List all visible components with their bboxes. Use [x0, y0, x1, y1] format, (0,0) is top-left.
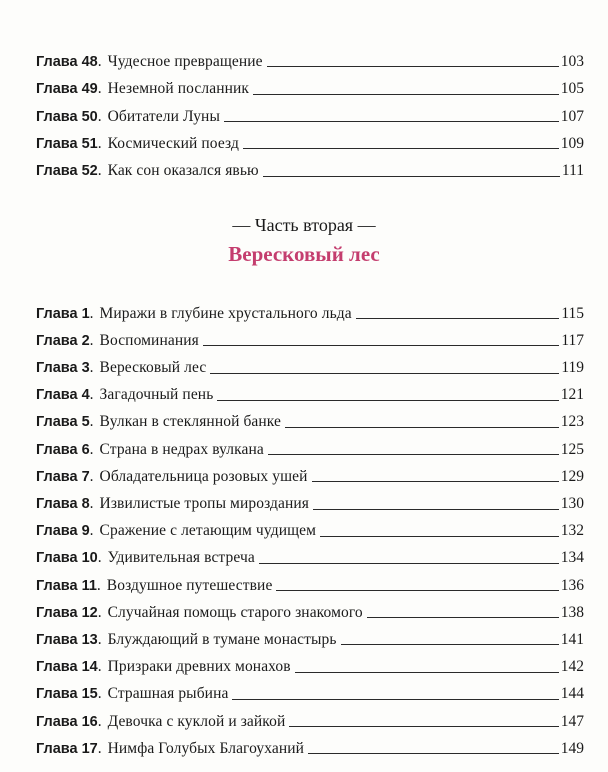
- dot-leader: [312, 481, 559, 482]
- page-number: 144: [560, 685, 584, 703]
- toc-entry[interactable]: Глава 4 . Загадочный пень 121: [36, 386, 584, 404]
- chapter-number: Глава 48: [36, 53, 98, 70]
- dot-leader: [259, 563, 559, 564]
- chapter-title: Обитатели Луны: [107, 107, 220, 125]
- chapter-number: Глава 52: [36, 163, 98, 180]
- chapter-number: Глава 17: [36, 740, 98, 757]
- chapter-number: Глава 49: [36, 81, 98, 98]
- toc-entry[interactable]: Глава 1 . Миражи в глубине хрустального льда 115: [36, 304, 584, 322]
- chapter-title: Воздушное путешествие: [106, 576, 273, 594]
- chapter-title: Случайная помощь старого знакомого: [107, 603, 363, 621]
- chapter-title: Блуждающий в тумане монастырь: [107, 630, 337, 648]
- page-number: 103: [560, 52, 584, 70]
- dot-leader: [313, 509, 559, 510]
- toc-entry[interactable]: Глава 16 . Девочка с куклой и зайкой 147: [36, 712, 584, 730]
- chapter-title: Вересковый лес: [99, 359, 207, 377]
- page-number: 136: [560, 576, 584, 594]
- chapter-title: Девочка с куклой и зайкой: [107, 712, 286, 730]
- page-number: 134: [560, 549, 584, 567]
- page-number: 111: [561, 162, 584, 180]
- chapter-title: Страшная рыбина: [107, 685, 229, 703]
- page-number: 121: [560, 386, 584, 404]
- chapter-title: Удивительная встреча: [107, 549, 255, 567]
- dot-leader: [267, 66, 559, 67]
- chapter-number: Глава 14: [36, 659, 98, 676]
- page-number: 107: [560, 107, 584, 125]
- chapter-title: Сражение с летающим чудищем: [99, 522, 317, 540]
- dot-leader: [224, 121, 559, 122]
- dot-leader: [356, 318, 560, 319]
- toc-list-bottom: [36, 296, 584, 758]
- chapter-title: Извилистые тропы мироздания: [99, 495, 309, 512]
- chapter-title: Загадочный пень: [99, 386, 214, 404]
- dot-leader: [263, 176, 560, 177]
- page-number: 147: [560, 712, 584, 730]
- toc-entry[interactable]: Глава 5 . Вулкан в стеклянной банке 123: [36, 413, 584, 431]
- toc-entry[interactable]: Глава 12 . Случайная помощь старого знакомого 138: [36, 603, 584, 621]
- dot-leader: [243, 148, 559, 149]
- page-number: 105: [560, 80, 584, 98]
- page-number: 142: [560, 658, 584, 676]
- part-heading: — Часть вторая —: [232, 215, 376, 235]
- dot-leader: [232, 699, 558, 700]
- dot-leader: [295, 672, 559, 673]
- chapter-title: Миражи в глубине хрустального льда: [99, 304, 352, 322]
- toc-entry[interactable]: Глава 15 . Страшная рыбина 144: [36, 685, 584, 703]
- chapter-number: Глава 12: [36, 604, 98, 621]
- toc-entry[interactable]: Глава 48 . Чудесное превращение 103: [36, 52, 584, 70]
- dot-leader: [210, 373, 559, 374]
- dot-leader: [217, 400, 558, 401]
- page-number: 115: [561, 304, 584, 322]
- page-number: 129: [560, 467, 584, 485]
- chapter-number: Глава 3: [36, 360, 90, 377]
- dot-leader: [320, 536, 559, 537]
- chapter-number: Глава 16: [36, 713, 98, 730]
- chapter-title: Воспоминания: [99, 331, 199, 349]
- chapter-number: Глава 5: [36, 414, 90, 431]
- page-number: 138: [560, 603, 584, 621]
- toc-entry[interactable]: Глава 6 . Страна в недрах вулкана 125: [36, 440, 584, 458]
- chapter-title: Космический поезд: [107, 134, 239, 152]
- dot-leader: [341, 644, 559, 645]
- part-title: Вересковый лес: [228, 242, 380, 266]
- page-number: 109: [560, 134, 584, 152]
- page-number: 130: [560, 495, 584, 512]
- page-number: 117: [561, 331, 584, 349]
- chapter-number: Глава 9: [36, 523, 90, 540]
- chapter-number: Глава 10: [36, 550, 98, 567]
- toc-list-top: [36, 44, 584, 181]
- dot-leader: [308, 753, 559, 754]
- chapter-title: Нимфа Голубых Благоуханий: [107, 739, 305, 757]
- toc-entry[interactable]: Глава 50 . Обитатели Луны 107: [36, 107, 584, 125]
- toc-entry[interactable]: Глава 17 . Нимфа Голубых Благоуханий 149: [36, 739, 584, 757]
- chapter-number: Глава 7: [36, 468, 90, 485]
- chapter-title: Вулкан в стеклянной банке: [99, 413, 282, 431]
- chapter-number: Глава 6: [36, 441, 90, 458]
- chapter-title: Как сон оказался явью: [107, 162, 259, 180]
- toc-entry[interactable]: Глава 8 . Извилистые тропы мироздания 130: [36, 495, 584, 512]
- page-number: 119: [561, 359, 584, 377]
- page-number: 132: [560, 522, 584, 540]
- toc-entry[interactable]: Глава 49 . Неземной посланник 105: [36, 80, 584, 98]
- chapter-number: Глава 2: [36, 332, 90, 349]
- dot-leader: [268, 454, 559, 455]
- toc-entry[interactable]: Глава 52 . Как сон оказался явью 111: [36, 162, 584, 180]
- chapter-number: Глава 15: [36, 686, 98, 703]
- toc-entry[interactable]: Глава 9 . Сражение с летающим чудищем 132: [36, 522, 584, 540]
- chapter-number: Глава 13: [36, 631, 98, 648]
- toc-entry[interactable]: Глава 3 . Вересковый лес 119: [36, 359, 584, 377]
- chapter-title: Страна в недрах вулкана: [99, 440, 264, 458]
- chapter-title: Призраки древних монахов: [107, 658, 291, 676]
- toc-entry[interactable]: Глава 51 . Космический поезд 109: [36, 134, 584, 152]
- toc-entry[interactable]: Глава 2 . Воспоминания 117: [36, 331, 584, 349]
- dot-leader: [289, 726, 558, 727]
- chapter-number: Глава 50: [36, 108, 98, 125]
- toc-entry[interactable]: Глава 11 . Воздушное путешествие 136: [36, 576, 584, 594]
- chapter-title: Неземной посланник: [107, 80, 250, 98]
- dot-leader: [276, 590, 558, 591]
- chapter-number: Глава 1: [36, 305, 90, 322]
- dot-leader: [367, 617, 559, 618]
- part-header: [0, 212, 608, 268]
- chapter-number: Глава 8: [36, 496, 90, 512]
- toc-entry[interactable]: Глава 14 . Призраки древних монахов 142: [36, 658, 584, 676]
- toc-entry[interactable]: Глава 13 . Блуждающий в тумане монастырь 141: [36, 630, 584, 648]
- dot-leader: [285, 427, 559, 428]
- chapter-title: Чудесное превращение: [107, 52, 263, 70]
- chapter-number: Глава 51: [36, 135, 98, 152]
- chapter-title: Обладательница розовых ушей: [99, 467, 308, 485]
- dot-leader: [203, 345, 559, 346]
- page-number: 123: [560, 413, 584, 431]
- page-number: 149: [560, 739, 584, 757]
- dot-leader: [253, 94, 559, 95]
- toc-entry[interactable]: Глава 7 . Обладательница розовых ушей 129: [36, 467, 584, 485]
- page-number: 141: [560, 630, 584, 648]
- page-number: 125: [560, 440, 584, 458]
- toc-entry[interactable]: Глава 10 . Удивительная встреча 134: [36, 549, 584, 567]
- chapter-number: Глава 4: [36, 387, 90, 404]
- chapter-number: Глава 11: [36, 577, 97, 594]
